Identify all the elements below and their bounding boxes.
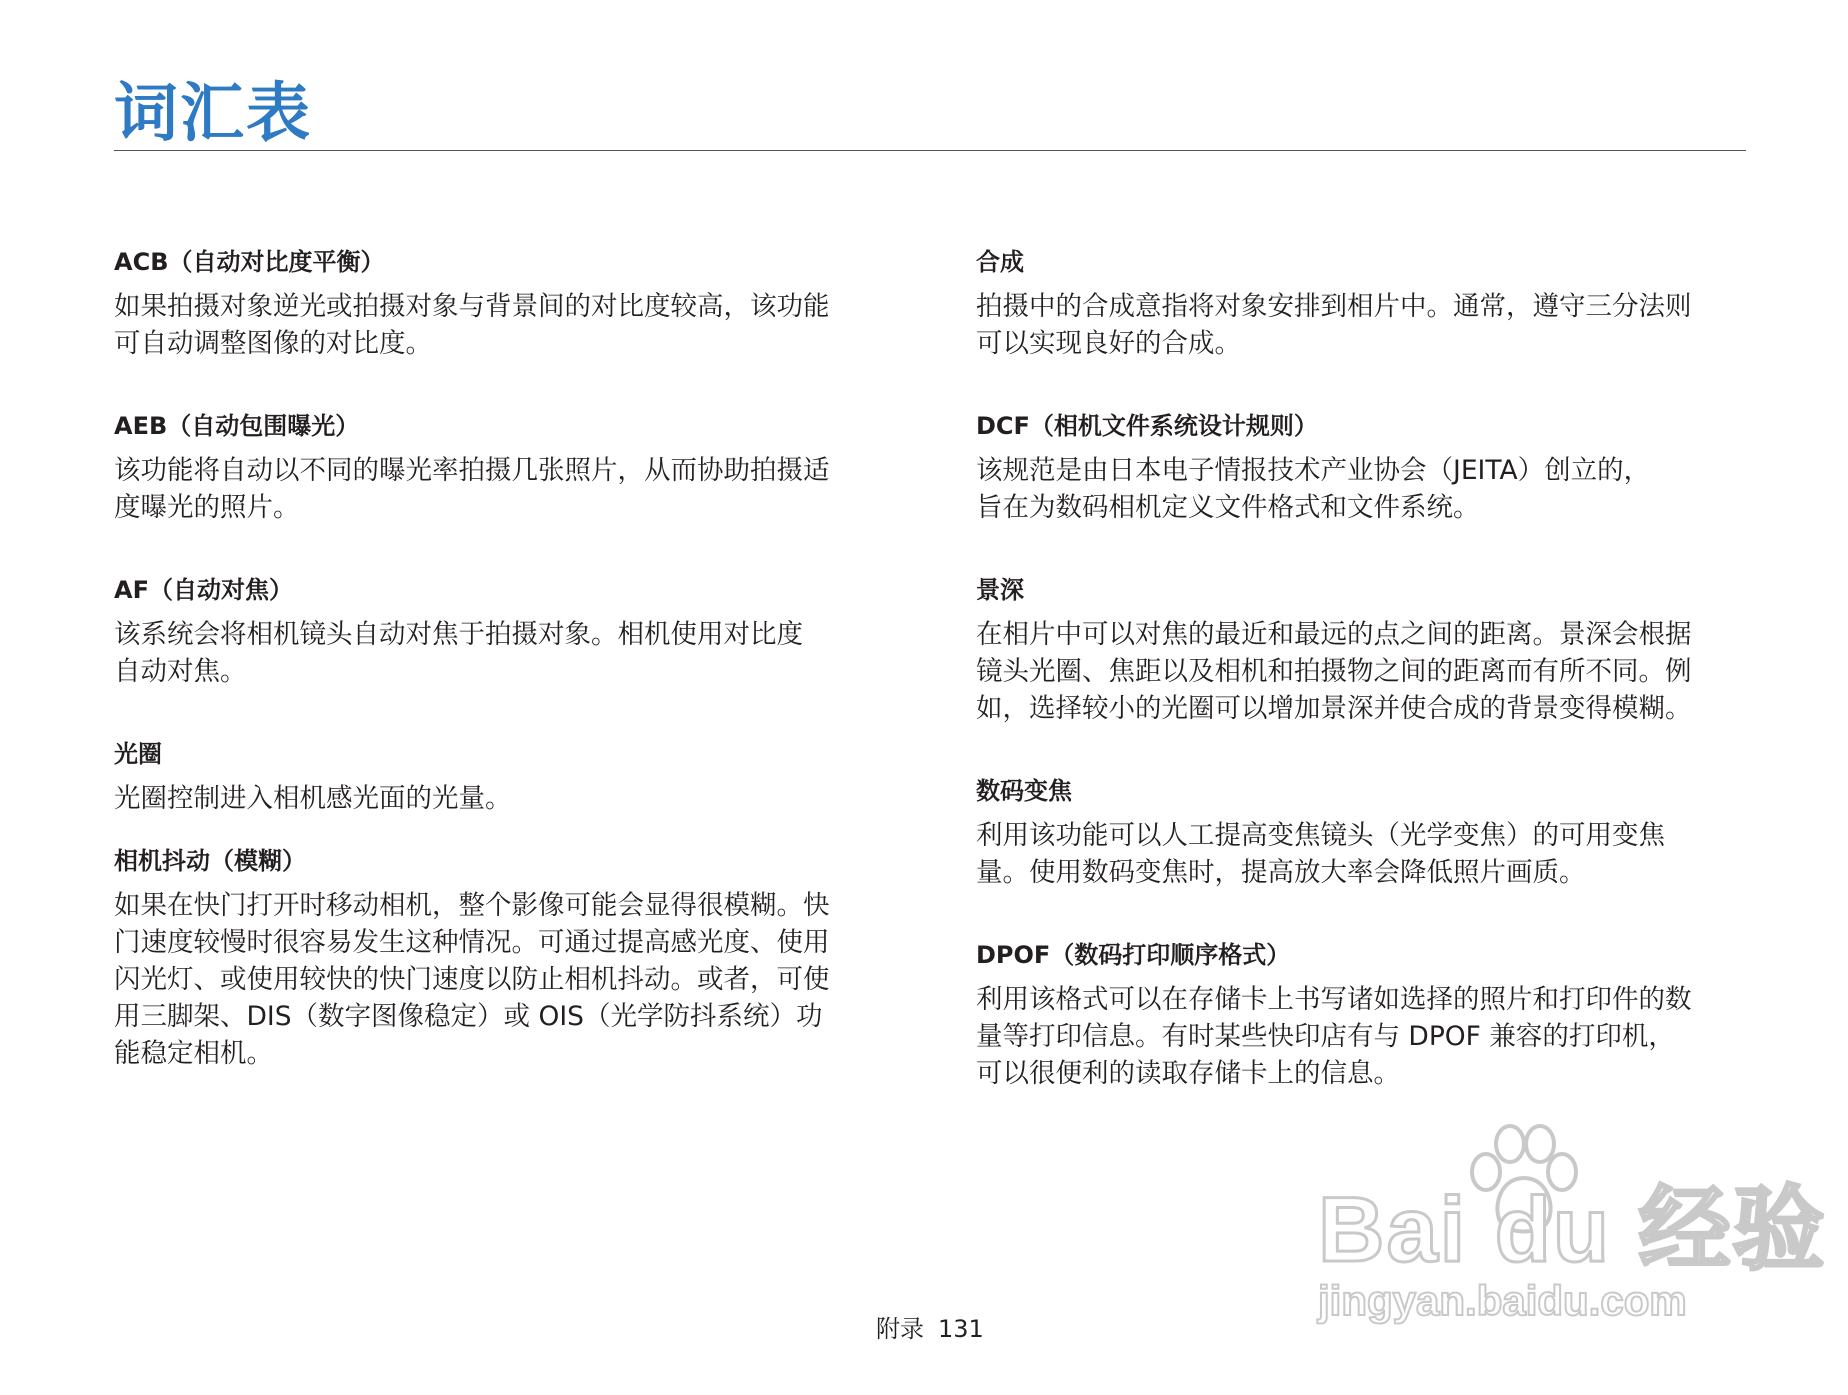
glossary-right-column (976, 244, 1766, 1092)
glossary-left-column (114, 244, 904, 1072)
glossary-term: 合成 (976, 248, 1024, 276)
glossary-definition: 如果在快门打开时移动相机，整个影像可能会显得很模糊。快 门速度较慢时很容易发生这种情况。可通过提高感光度、使用 闪光灯、或使用较快的快门速度以防止相机抖动。或者，可使 用三脚架、DIS（数字图像稳定）或 OIS（光学防抖系统）功 能稳定相机。 (114, 890, 830, 1069)
page-number: 131 (938, 1315, 984, 1343)
baidu-watermark (1318, 1120, 1827, 1340)
glossary-definition: 该规范是由日本电子情报技术产业协会（JEITA）创立的， 旨在为数码相机定义文件格式和文件系统。 (976, 455, 1651, 523)
glossary-term: 光圈 (114, 740, 162, 768)
glossary-definition: 利用该功能可以人工提高变焦镜头（光学变焦）的可用变焦 量。使用数码变焦时，提高放大率会降低照片画质。 (976, 820, 1665, 888)
glossary-definition: 如果拍摄对象逆光或拍摄对象与背景间的对比度较高，该功能 可自动调整图像的对比度。 (114, 291, 830, 359)
watermark-logo-text: Bai du 经验 (1318, 1179, 1827, 1281)
glossary-term: DPOF（数码打印顺序格式） (976, 941, 1291, 969)
glossary-definition: 光圈控制进入相机感光面的光量。 (114, 783, 512, 814)
glossary-entry-depth-of-field (976, 572, 1766, 773)
glossary-entry-acb (114, 244, 904, 408)
glossary-term: ACB（自动对比度平衡） (114, 248, 385, 276)
glossary-definition: 在相片中可以对焦的最近和最远的点之间的距离。景深会根据 镜头光圈、焦距以及相机和拍摄物之间的距离而有所不同。例 如，选择较小的光圈可以增加景深并使合成的背景变得模糊。 (976, 619, 1692, 724)
title-divider (114, 150, 1746, 151)
glossary-entry-aeb (114, 408, 904, 572)
glossary-term: 相机抖动（模糊） (114, 847, 306, 875)
glossary-entry-dcf (976, 408, 1766, 572)
glossary-entry-composition (976, 244, 1766, 408)
glossary-definition: 利用该格式可以在存储卡上书写诸如选择的照片和打印件的数 量等打印信息。有时某些快印店有与 DPOF 兼容的打印机， 可以很便利的读取存储卡上的信息。 (976, 984, 1692, 1089)
glossary-term: AEB（自动包围曝光） (114, 412, 360, 440)
page-title: 词汇表 (114, 77, 312, 151)
glossary-definition: 该功能将自动以不同的曝光率拍摄几张照片，从而协助拍摄适 度曝光的照片。 (114, 455, 830, 523)
page-footer (876, 1314, 984, 1344)
glossary-entry-digital-zoom (976, 773, 1766, 937)
glossary-definition: 该系统会将相机镜头自动对焦于拍摄对象。相机使用对比度 自动对焦。 (114, 619, 803, 687)
glossary-term: 数码变焦 (976, 777, 1072, 805)
glossary-entry-camera-shake (114, 843, 904, 1072)
glossary-entry-aperture (114, 736, 904, 843)
glossary-entry-dpof (976, 937, 1766, 1092)
glossary-term: DCF（相机文件系统设计规则） (976, 412, 1318, 440)
glossary-entry-af (114, 572, 904, 736)
glossary-term: 景深 (976, 576, 1024, 604)
glossary-definition: 拍摄中的合成意指将对象安排到相片中。通常，遵守三分法则 可以实现良好的合成。 (976, 291, 1692, 359)
glossary-term: AF（自动对焦） (114, 576, 293, 604)
watermark-url: jingyan.baidu.com (1318, 1277, 1687, 1324)
footer-section-label: 附录 (876, 1315, 924, 1343)
